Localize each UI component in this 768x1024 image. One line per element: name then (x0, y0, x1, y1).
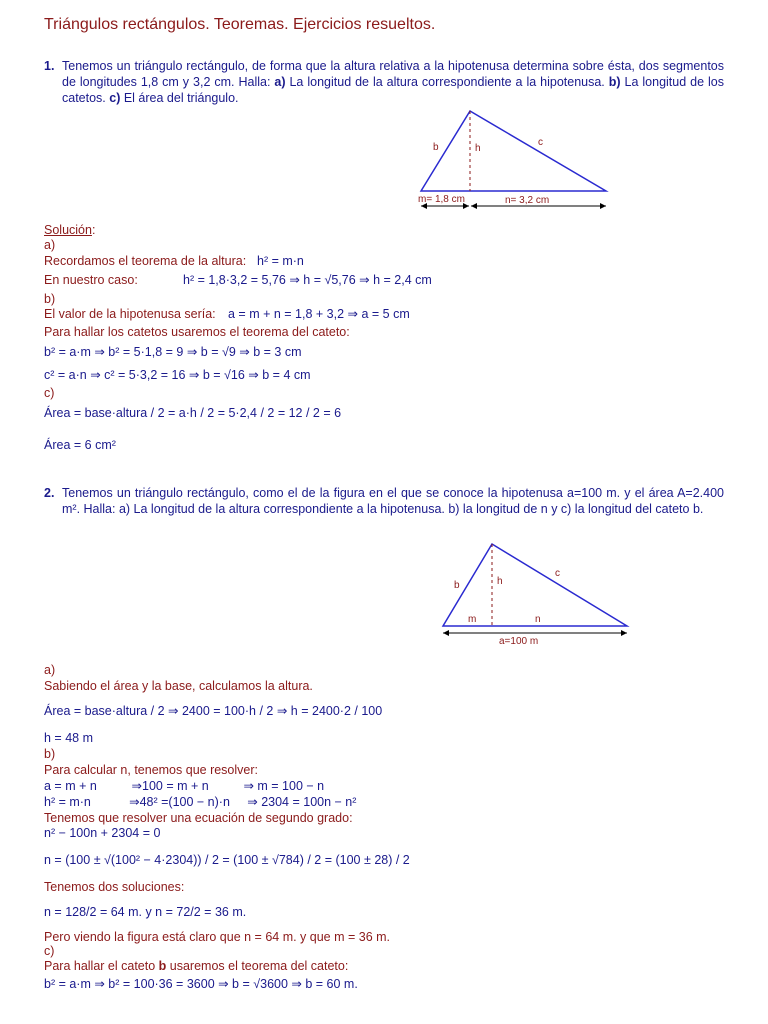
para-calcular-n-label: Para calcular n, tenemos que resolver: (44, 763, 258, 777)
hipotenusa-calculation: a = m + n = 1,8 + 3,2 ⇒ a = 5 cm (228, 307, 410, 321)
arrow-right-icon (621, 630, 627, 636)
exercise-1-label-c: c) (109, 91, 121, 105)
hipotenusa-label: El valor de la hipotenusa sería: (44, 307, 216, 321)
solution-colon: : (91, 223, 96, 237)
two-solutions: n = 128/2 = 64 m. y n = 72/2 = 36 m. (44, 905, 247, 919)
triangle-figure-1 (410, 105, 620, 215)
triangle-figure-2 (435, 538, 635, 650)
exercise-1-text-3: La longitud de los catetos. (62, 75, 725, 105)
exercise-1-number: 1. (44, 59, 55, 73)
triangle-1-label-c: c (538, 137, 543, 148)
system-equation-2: h² = m·n ⇒48² =(100 − n)·n ⇒ 2304 = 100n − n² (44, 795, 357, 809)
cateto-label-bold: b (158, 959, 167, 973)
solution-1-part-b: b) (44, 292, 56, 306)
triangle-1-shape (421, 111, 606, 191)
cateto-teorema-label (44, 958, 348, 974)
triangle-2-label-m: m (468, 614, 477, 625)
dos-soluciones-label: Tenemos dos soluciones: (44, 880, 185, 894)
exercise-1-label-b: b) (608, 75, 621, 89)
solution-2-part-c: c) (44, 944, 55, 958)
exercise-2-number: 2. (44, 486, 55, 500)
exercise-1-text-4: El área del triángulo. (120, 91, 239, 105)
arrow-right-icon (600, 203, 606, 209)
conclusion-text: Pero viendo la figura está claro que n = 64 m. y que m = 36 m. (44, 930, 391, 944)
height-calculation: h² = 1,8·3,2 = 5,76 ⇒ h = √5,76 ⇒ h = 2,4 cm (183, 273, 432, 287)
teorema-altura-label: Recordamos el teorema de la altura: (44, 254, 247, 268)
triangle-2-label-c: c (555, 568, 560, 579)
cateto-b-result: b² = a·m ⇒ b² = 100·36 = 3600 ⇒ b = √3600 ⇒ b = 60 m. (44, 977, 358, 991)
triangle-2-label-a: a=100 m (499, 636, 539, 647)
solution-1-part-c: c) (44, 386, 55, 400)
triangle-2-label-b: b (454, 580, 460, 591)
exercise-1-statement (62, 58, 724, 106)
triangle-2-label-h: h (497, 576, 503, 587)
triangle-1-label-n: n= 3,2 cm (505, 195, 550, 206)
area-equation: Área = base·altura / 2 ⇒ 2400 = 100·h / 2 ⇒ h = 2400·2 / 100 (44, 704, 383, 718)
solution-1-part-a: a) (44, 238, 56, 252)
triangle-1-label-b: b (433, 142, 439, 153)
solution-2-part-a: a) (44, 663, 56, 677)
system-equation-1: a = m + n ⇒100 = m + n ⇒ m = 100 − n (44, 779, 325, 793)
cateto-b-calculation: b² = a·m ⇒ b² = 5·1,8 = 9 ⇒ b = √9 ⇒ b = 3 cm (44, 345, 302, 359)
solution-2-part-b: b) (44, 747, 56, 761)
page-title: Triángulos rectángulos. Teoremas. Ejercicios resueltos. (44, 16, 436, 33)
segundo-grado-label: Tenemos que resolver una ecuación de segundo grado: (44, 811, 353, 825)
cateto-c-calculation: c² = a·n ⇒ c² = 5·3,2 = 16 ⇒ b = √16 ⇒ b = 4 cm (44, 368, 311, 382)
arrow-left-icon (443, 630, 449, 636)
area-formula: Área = base·altura / 2 = a·h / 2 = 5·2,4 / 2 = 12 / 2 = 6 (44, 406, 342, 420)
quadratic-equation: n² − 100n + 2304 = 0 (44, 826, 161, 840)
triangle-1-label-m: m= 1,8 cm (418, 194, 465, 205)
solution-label: Solución (44, 223, 92, 237)
sabiendo-label: Sabiendo el área y la base, calculamos la altura. (44, 679, 313, 693)
triangle-1-label-h: h (475, 143, 481, 154)
exercise-2-statement: Tenemos un triángulo rectángulo, como el de la figura en el que se conoce la hipotenusa a=100 m. y el área A=2.400 m². Halla: a) La longitud de la altura correspondiente a la hipotenusa. b) la longitud de n y c) la longitud del cateto b. (62, 486, 724, 516)
teorema-altura-formula: h² = m·n (257, 254, 304, 268)
en-nuestro-caso-label: En nuestro caso: (44, 273, 138, 287)
cateto-label-part-1: Para hallar el cateto (44, 959, 159, 973)
quadratic-solution: n = (100 ± √(100² − 4·2304)) / 2 = (100 ± √784) / 2 = (100 ± 28) / 2 (44, 853, 410, 867)
exercise-1-label-a: a) (274, 75, 286, 89)
solution-heading (44, 222, 95, 238)
height-result: h = 48 m (44, 731, 93, 745)
exercise-1-text-1: Tenemos un triángulo rectángulo, de forma que la altura relativa a la hipotenusa determina sobre ésta, dos segmentos de longitudes 1,8 cm y 3,2 cm. Halla: (62, 59, 724, 89)
area-result: Área = 6 cm² (44, 438, 116, 452)
arrow-left-icon (471, 203, 477, 209)
exercise-1-text-2: La longitud de la altura correspondiente a la hipotenusa. (285, 75, 609, 89)
cateto-label-part-2: usaremos el teorema del cateto: (166, 959, 349, 973)
triangle-2-label-n: n (535, 614, 541, 625)
catetos-label: Para hallar los catetos usaremos el teorema del cateto: (44, 325, 350, 339)
